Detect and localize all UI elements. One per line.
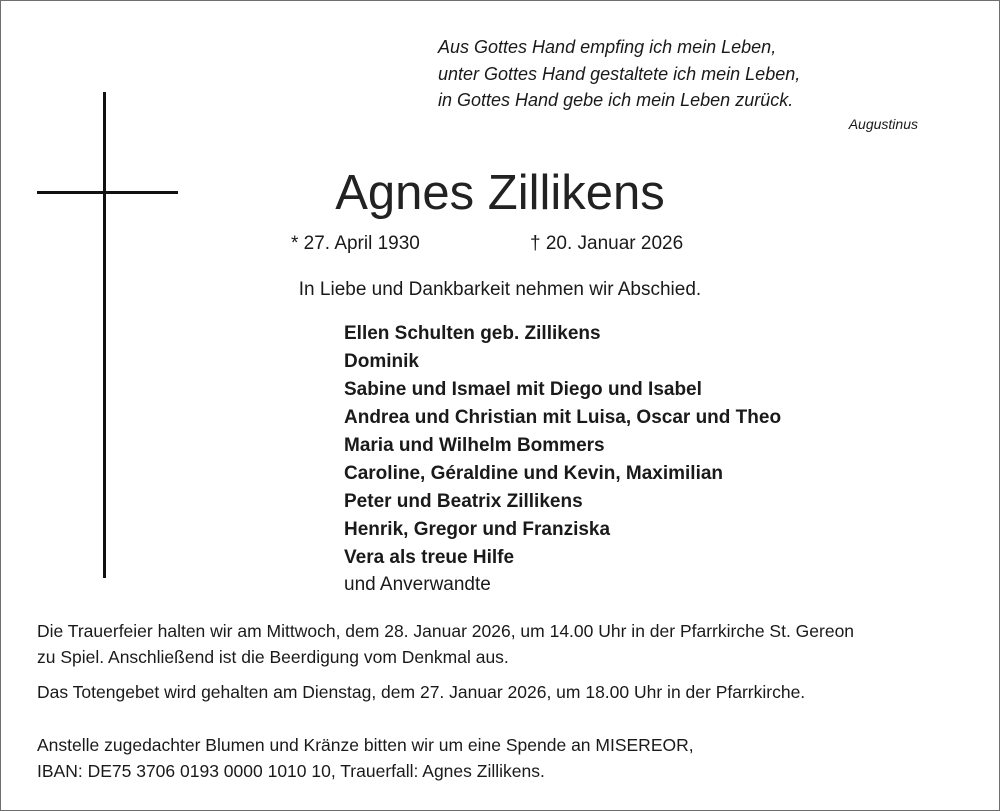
mourner-entry: Peter und Beatrix Zillikens <box>344 491 583 512</box>
mourner-entry: Henrik, Gregor und Franziska <box>344 519 611 540</box>
funeral-line-2: zu Spiel. Anschließend ist die Beerdigung vom Denkmal aus. <box>37 647 509 667</box>
mourner-entry: Ellen Schulten geb. Zillikens <box>344 323 601 344</box>
donation-line-1: Anstelle zugedachter Blumen und Kränze bitten wir um eine Spende an MISEREOR, <box>37 735 694 755</box>
birth-date: * 27. April 1930 <box>291 233 420 254</box>
mourners-closing: und Anverwandte <box>344 574 491 595</box>
quote-line-1: Aus Gottes Hand empfing ich mein Leben, <box>438 37 777 57</box>
mourner-entry: Sabine und Ismael mit Diego und Isabel <box>344 379 702 400</box>
bible-quote <box>438 34 918 134</box>
prayer-info: Das Totengebet wird gehalten am Dienstag, dem 27. Januar 2026, um 18.00 Uhr in der Pfarrkirche. <box>37 682 806 702</box>
death-date: † 20. Januar 2026 <box>530 233 684 254</box>
mourner-entry: Dominik <box>344 351 419 372</box>
mourner-entry: Caroline, Géraldine und Kevin, Maximilian <box>344 463 724 484</box>
donation-info <box>37 732 694 784</box>
deceased-name: Agnes Zillikens <box>335 166 665 220</box>
mourner-entry: Andrea und Christian mit Luisa, Oscar und Theo <box>344 407 782 428</box>
funeral-line-1: Die Trauerfeier halten wir am Mittwoch, dem 28. Januar 2026, um 14.00 Uhr in der Pfarrkirche St. Gereon <box>37 621 855 641</box>
funeral-service-info <box>37 618 854 670</box>
farewell-text: In Liebe und Dankbarkeit nehmen wir Abschied. <box>298 279 702 300</box>
quote-line-3: in Gottes Hand gebe ich mein Leben zurück. <box>438 90 794 110</box>
mourner-entry: Maria und Wilhelm Bommers <box>344 435 605 456</box>
quote-author: Augustinus <box>848 115 918 132</box>
donation-line-2: IBAN: DE75 3706 0193 0000 1010 10, Trauerfall: Agnes Zillikens. <box>37 761 545 781</box>
mourner-entry: Vera als treue Hilfe <box>344 547 515 568</box>
mourners-list <box>344 320 781 599</box>
quote-line-2: unter Gottes Hand gestaltete ich mein Leben, <box>438 63 801 84</box>
